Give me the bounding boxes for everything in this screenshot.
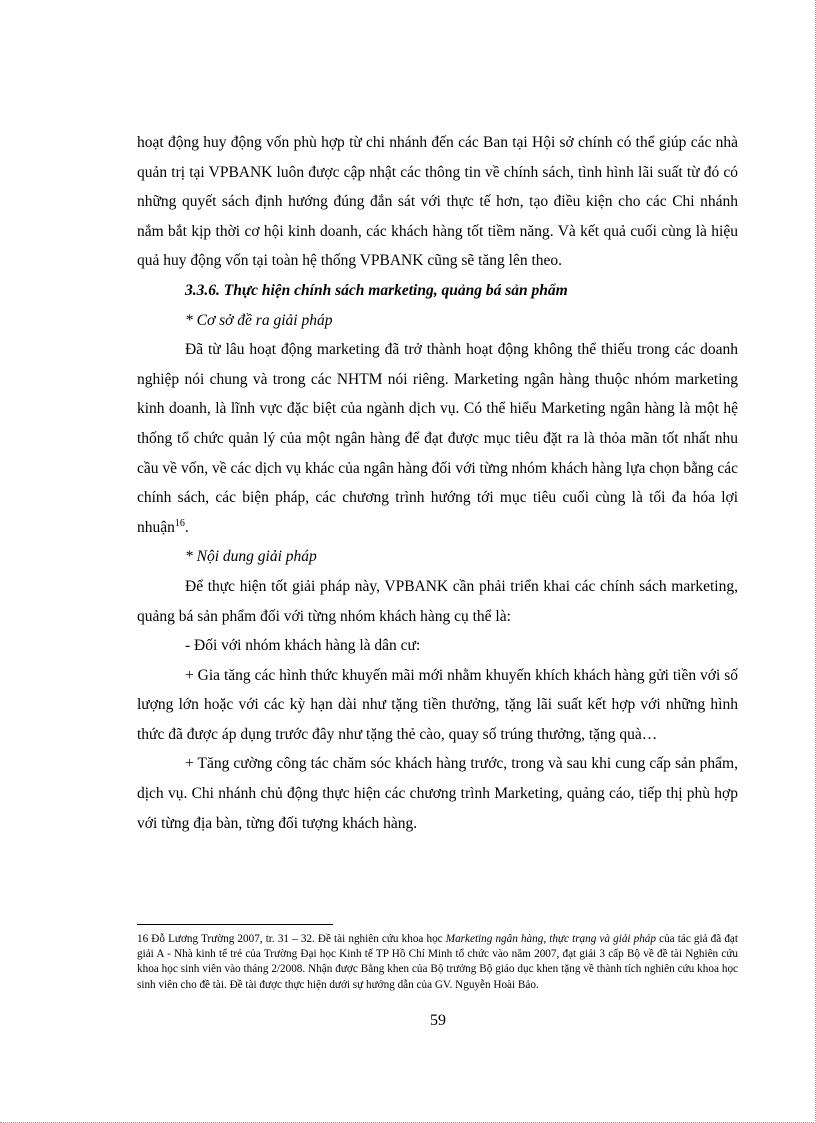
paragraph-marketing: [137, 335, 738, 542]
footnote-reference: 16: [174, 517, 185, 529]
footnote-title: Marketing ngân hàng, thực trạng và giải pháp: [445, 933, 656, 945]
paragraph-marketing-text: Đã từ lâu hoạt động marketing đã trở thành hoạt động không thể thiếu trong các doanh nghiệp nói chung và trong các NHTM nói riêng. Marketing ngân hàng thuộc nhóm marketing kinh doanh, là lĩnh vực đặc biệt của ngành dịch vụ. Có thể hiểu Marketing ngân hàng là một hệ thống tổ chức quản lý của một ngân hàng để đạt được mục tiêu đặt ra là thỏa mãn tốt nhất nhu cầu về vốn, về các dịch vụ khác của ngân hàng đối với từng nhóm khách hàng lựa chọn bằng các chính sách, các biện pháp, các chương trình hướng tới mục tiêu cuối cùng là tối đa hóa lợi nhuận: [137, 341, 738, 536]
subheading-basis: * Cơ sở đề ra giải pháp: [185, 311, 333, 329]
footnote: [137, 932, 738, 993]
footnote-text-2: của tác giả đã đạt giải A - Nhà kinh tế trẻ của Trường Đại học Kinh tế TP Hồ Chí Minh tổ chức vào năm 2007, đạt giải 3 cấp Bộ về đề tài Nghiên cứu khoa học sinh viên vào tháng 2/2008. Nhận được Bằng khen của Bộ trưởng Bộ giáo dục khen tặng về thành tích nghiên cứu khoa học sinh viên cho đề tài. Đề tài được thực hiện dưới sự hướng dẫn của GV. Nguyễn Hoài Bảo.: [137, 933, 738, 991]
footnote-text-1: Đỗ Lương Trường 2007, tr. 31 – 32. Đề tài nghiên cứu khoa học: [148, 933, 446, 945]
paragraph-marketing-tail: .: [184, 518, 189, 536]
footnote-number: 16: [137, 933, 149, 945]
list-item-promotions: + Gia tăng các hình thức khuyến mãi mới nhằm khuyến khích khách hàng gửi tiền với số lượng lớn hoặc với các kỳ hạn dài như tặng tiền thưởng, tặng lãi suất kết hợp với những hình thức đã được áp dụng trước đây như tặng thẻ cào, quay số trúng thưởng, tặng quà…: [137, 666, 738, 743]
paragraph-continuation: hoạt động huy động vốn phù hợp từ chi nhánh đến các Ban tại Hội sở chính có thể giúp các nhà quản trị tại VPBANK luôn được cập nhật các thông tin về chính sách, tình hình lãi suất từ đó có những quyết sách định hướng đúng đắn sát với thực tế hơn, tạo điều kiện cho các Chi nhánh nắm bắt kịp thời cơ hội kinh doanh, các khách hàng tốt tiềm năng. Và kết quả cuối cùng là hiệu quả huy động vốn tại toàn hệ thống VPBANK cũng sẽ tăng lên theo.: [137, 134, 738, 270]
section-heading: 3.3.6. Thực hiện chính sách marketing, quảng bá sản phẩm: [185, 281, 568, 299]
body-text: [137, 128, 738, 838]
footnote-separator: [137, 924, 333, 925]
page-number: 59: [430, 1012, 446, 1029]
subheading-content: * Nội dung giải pháp: [185, 548, 317, 566]
list-item-customer-care: + Tăng cường công tác chăm sóc khách hàng trước, trong và sau khi cung cấp sản phẩm, dịch vụ. Chi nhánh chủ động thực hiện các chương trình Marketing, quảng cáo, tiếp thị phù hợp với từng địa bàn, từng đối tượng khách hàng.: [137, 755, 738, 832]
paragraph-implementation: Để thực hiện tốt giải pháp này, VPBANK cần phải triển khai các chính sách marketing, quảng bá sản phẩm đối với từng nhóm khách hàng cụ thể là:: [137, 577, 738, 625]
list-item-residents: - Đối với nhóm khách hàng là dân cư:: [185, 637, 421, 655]
